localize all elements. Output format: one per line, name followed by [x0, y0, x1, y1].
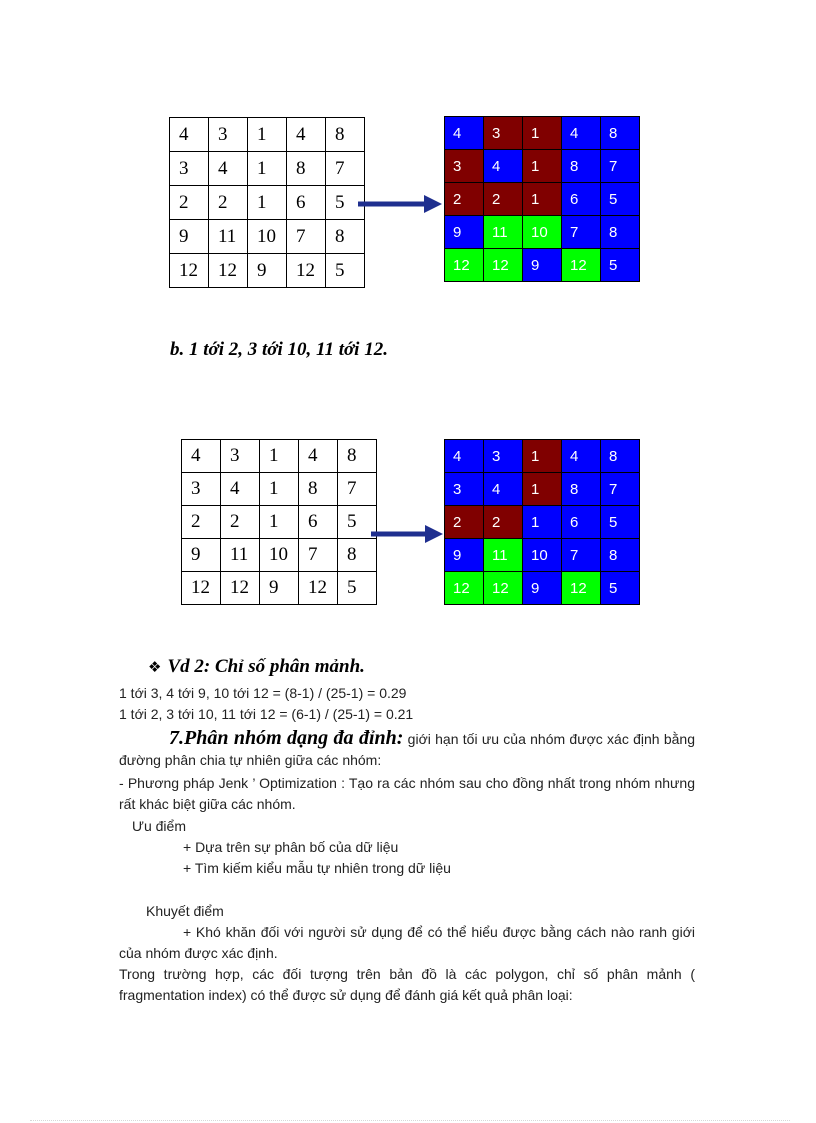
grid-cell: 9 — [248, 254, 287, 288]
grid-cell: 2 — [445, 183, 484, 216]
grid-cell: 4 — [170, 118, 209, 152]
grid-cell: 4 — [182, 440, 221, 473]
grid-cell: 12 — [287, 254, 326, 288]
grid-row — [445, 216, 640, 249]
grid-cell: 9 — [170, 220, 209, 254]
grid-cell: 11 — [484, 539, 523, 572]
grid-cell: 1 — [523, 117, 562, 150]
grid-row — [170, 254, 365, 288]
grid-cell: 2 — [182, 506, 221, 539]
grid-cell: 5 — [338, 572, 377, 605]
grid-cell: 3 — [445, 150, 484, 183]
grid-cell: 4 — [221, 473, 260, 506]
section-7-paragraph — [119, 728, 695, 771]
grid-row — [445, 506, 640, 539]
section-7-text: giới hạn tối ưu của nhóm được xác định bằng đường phân chia tự nhiên giữa các nhóm: — [119, 731, 695, 768]
grid-cell: 10 — [523, 539, 562, 572]
grid-cell: 4 — [445, 440, 484, 473]
grid-cell: 6 — [299, 506, 338, 539]
arrow-right-icon — [358, 193, 442, 215]
grid-cell: 12 — [445, 249, 484, 282]
number-grid-a — [169, 117, 365, 288]
grid-cell: 8 — [338, 440, 377, 473]
grid-cell: 4 — [209, 152, 248, 186]
grid-row — [170, 118, 365, 152]
grid-cell: 4 — [562, 440, 601, 473]
classified-grid-b — [444, 439, 640, 605]
grid-row — [182, 440, 377, 473]
fragmentation-formula-2: 1 tới 2, 3 tới 10, 11 tới 12 = (6-1) / (25-1) = 0.21 — [119, 706, 414, 722]
grid-row — [170, 186, 365, 220]
classified-grid-a — [444, 116, 640, 282]
grid-cell: 3 — [221, 440, 260, 473]
grid-cell: 12 — [221, 572, 260, 605]
grid-cell: 8 — [601, 440, 640, 473]
grid-cell: 8 — [338, 539, 377, 572]
grid-cell: 12 — [209, 254, 248, 288]
grid-cell: 12 — [170, 254, 209, 288]
advantages-label: Ưu điểm — [132, 818, 186, 834]
grid-cell: 4 — [484, 473, 523, 506]
grid-cell: 12 — [299, 572, 338, 605]
grid-row — [182, 506, 377, 539]
grid-cell: 9 — [182, 539, 221, 572]
grid-row — [182, 539, 377, 572]
grid-row — [182, 572, 377, 605]
grid-cell: 11 — [209, 220, 248, 254]
grid-cell: 6 — [562, 183, 601, 216]
closing-paragraph: Trong trường hợp, các đối tượng trên bản đồ là các polygon, chỉ số phân mảnh ( fragmentation index) có thể được sử dụng để đánh giá kết quả phân loại: — [119, 966, 695, 1003]
grid-cell: 5 — [601, 249, 640, 282]
grid-cell: 1 — [523, 183, 562, 216]
grid-cell: 1 — [523, 506, 562, 539]
grid-cell: 2 — [484, 506, 523, 539]
grid-cell: 9 — [523, 572, 562, 605]
disadvantages-label: Khuyết điểm — [146, 903, 224, 919]
grid-cell: 4 — [484, 150, 523, 183]
grid-cell: 7 — [601, 473, 640, 506]
grid-cell: 3 — [170, 152, 209, 186]
grid-cell: 5 — [601, 506, 640, 539]
grid-cell: 1 — [523, 440, 562, 473]
grid-row — [445, 539, 640, 572]
grid-cell: 12 — [182, 572, 221, 605]
grid-cell: 7 — [601, 150, 640, 183]
jenk-method-paragraph: - Phương pháp Jenk ’ Optimization : Tạo ra các nhóm sau cho đồng nhất trong nhóm nhưng rất khác biệt giữa các nhóm. — [119, 775, 695, 812]
grid-cell: 2 — [445, 506, 484, 539]
grid-cell: 1 — [260, 506, 299, 539]
grid-cell: 7 — [287, 220, 326, 254]
grid-cell: 11 — [484, 216, 523, 249]
case-b-heading: b. 1 tới 2, 3 tới 10, 11 tới 12. — [170, 339, 388, 360]
grid-row — [445, 572, 640, 605]
grid-row — [445, 440, 640, 473]
grid-cell: 8 — [562, 150, 601, 183]
grid-cell: 10 — [260, 539, 299, 572]
grid-cell: 5 — [601, 183, 640, 216]
grid-row — [445, 150, 640, 183]
grid-cell: 10 — [523, 216, 562, 249]
fragmentation-formula-1: 1 tới 3, 4 tới 9, 10 tới 12 = (8-1) / (25-1) = 0.29 — [119, 685, 407, 701]
grid-cell: 7 — [338, 473, 377, 506]
grid-row — [445, 473, 640, 506]
grid-cell: 2 — [170, 186, 209, 220]
advantage-item: + Tìm kiếm kiểu mẫu tự nhiên trong dữ liệu — [183, 860, 451, 876]
grid-cell: 4 — [445, 117, 484, 150]
grid-cell: 6 — [287, 186, 326, 220]
grid-cell: 8 — [326, 118, 365, 152]
grid-cell: 1 — [260, 440, 299, 473]
grid-cell: 8 — [562, 473, 601, 506]
arrow-right-icon — [371, 523, 443, 545]
grid-cell: 2 — [484, 183, 523, 216]
grid-cell: 3 — [484, 117, 523, 150]
page-bottom-divider — [30, 1120, 790, 1121]
grid-cell: 1 — [248, 186, 287, 220]
grid-cell: 4 — [299, 440, 338, 473]
grid-cell: 12 — [484, 572, 523, 605]
diamond-bullet-icon: ❖ — [148, 658, 162, 676]
grid-cell: 8 — [601, 117, 640, 150]
grid-cell: 9 — [260, 572, 299, 605]
grid-cell: 7 — [299, 539, 338, 572]
grid-cell: 9 — [523, 249, 562, 282]
grid-cell: 5 — [326, 186, 365, 220]
grid-cell: 8 — [299, 473, 338, 506]
grid-row — [170, 152, 365, 186]
grid-cell: 12 — [562, 249, 601, 282]
grid-cell: 3 — [445, 473, 484, 506]
grid-cell: 1 — [523, 473, 562, 506]
grid-cell: 2 — [209, 186, 248, 220]
grid-cell: 3 — [209, 118, 248, 152]
grid-cell: 1 — [248, 152, 287, 186]
grid-cell: 7 — [562, 216, 601, 249]
disadvantage-item: + Khó khăn đối với người sử dụng để có thể hiểu được bằng cách nào ranh giới của nhóm được xác định. — [119, 924, 695, 961]
grid-cell: 7 — [562, 539, 601, 572]
grid-cell: 8 — [326, 220, 365, 254]
grid-cell: 3 — [182, 473, 221, 506]
grid-cell: 3 — [484, 440, 523, 473]
grid-cell: 11 — [221, 539, 260, 572]
grid-cell: 8 — [601, 539, 640, 572]
grid-cell: 4 — [562, 117, 601, 150]
grid-cell: 5 — [601, 572, 640, 605]
grid-cell: 4 — [287, 118, 326, 152]
grid-cell: 6 — [562, 506, 601, 539]
grid-cell: 12 — [445, 572, 484, 605]
grid-cell: 8 — [287, 152, 326, 186]
grid-row — [170, 220, 365, 254]
advantage-item: + Dựa trên sự phân bố của dữ liệu — [183, 839, 399, 855]
grid-cell: 1 — [260, 473, 299, 506]
grid-cell: 7 — [326, 152, 365, 186]
grid-cell: 1 — [248, 118, 287, 152]
example-2-heading — [148, 656, 365, 678]
grid-row — [182, 473, 377, 506]
grid-row — [445, 249, 640, 282]
number-grid-b — [181, 439, 377, 605]
grid-cell: 2 — [221, 506, 260, 539]
grid-cell: 5 — [326, 254, 365, 288]
grid-cell: 1 — [523, 150, 562, 183]
grid-row — [445, 183, 640, 216]
grid-cell: 10 — [248, 220, 287, 254]
section-7-title: 7.Phân nhóm dạng đa đỉnh: — [169, 727, 404, 749]
grid-cell: 8 — [601, 216, 640, 249]
example-2-title: Vd 2: Chỉ số phân mảnh. — [167, 656, 365, 677]
grid-cell: 12 — [484, 249, 523, 282]
grid-cell: 9 — [445, 539, 484, 572]
grid-cell: 5 — [338, 506, 377, 539]
grid-cell: 12 — [562, 572, 601, 605]
grid-row — [445, 117, 640, 150]
grid-cell: 9 — [445, 216, 484, 249]
